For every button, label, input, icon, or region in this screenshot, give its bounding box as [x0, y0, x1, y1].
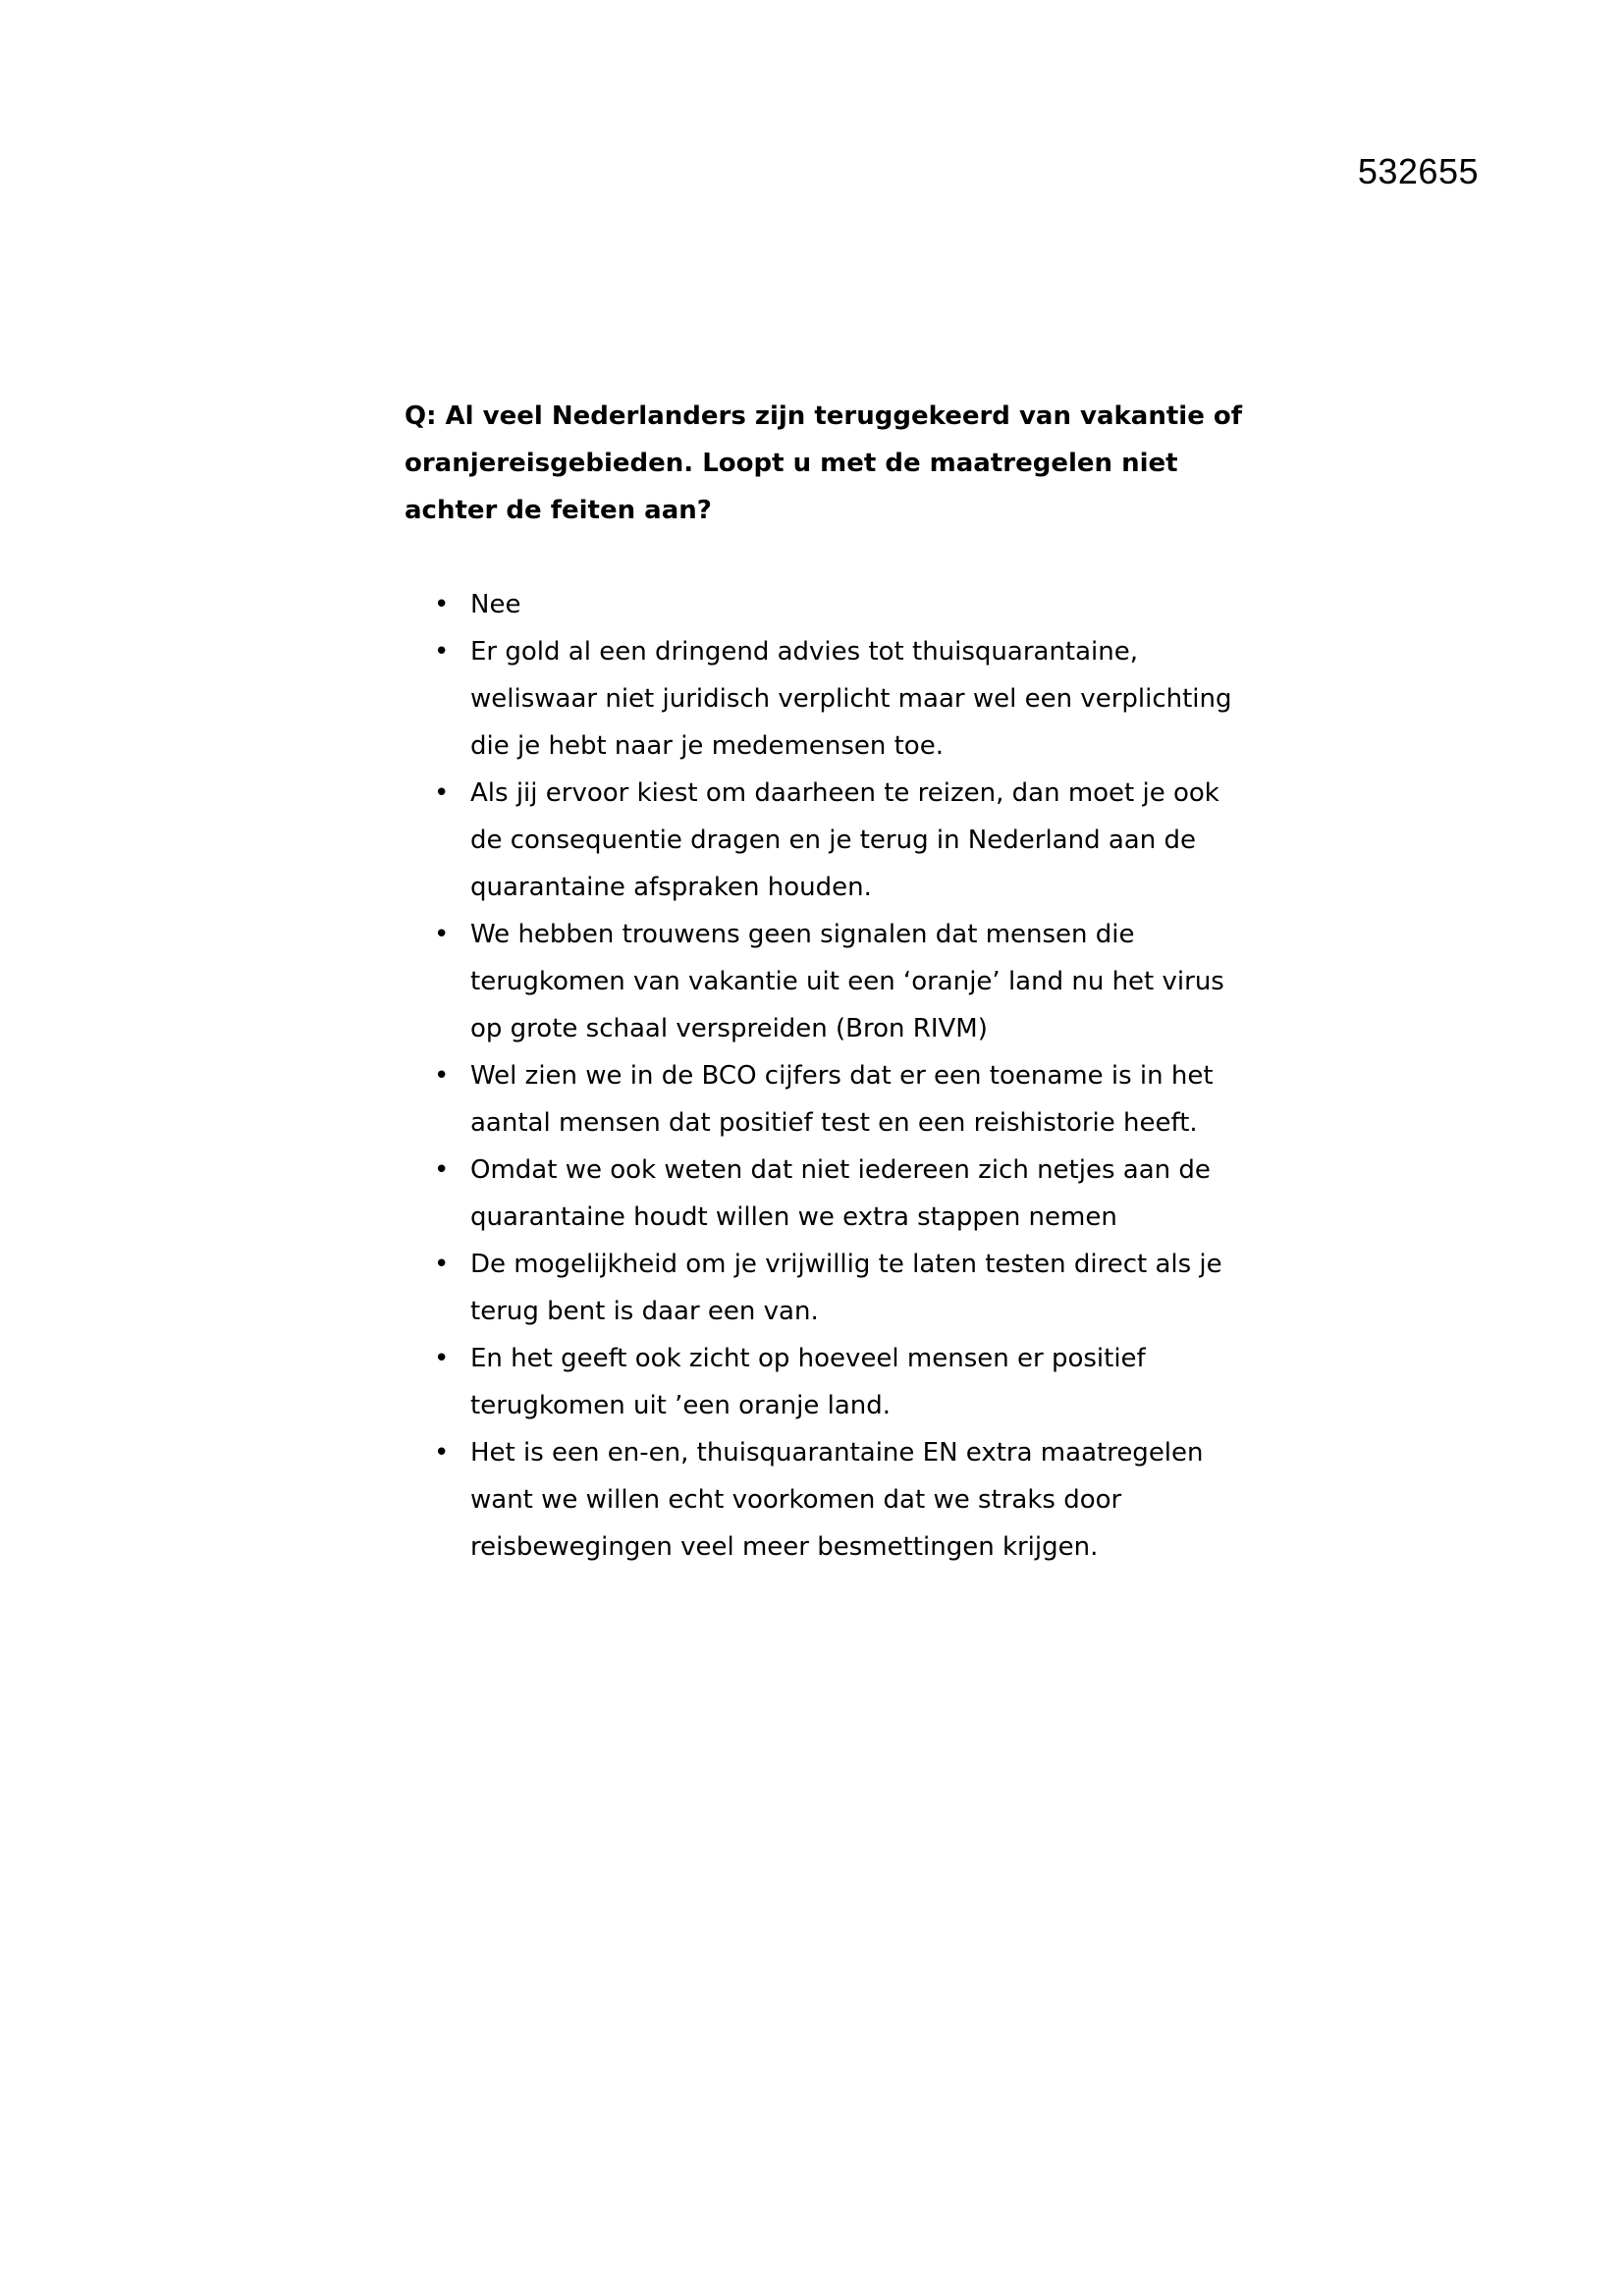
bullet-icon: • [434, 1344, 450, 1373]
bullet-icon: • [434, 1061, 450, 1091]
question-heading: Q: Al veel Nederlanders zijn teruggekeerd van vakantie of oranjereisgebieden. Loopt u met de maatregelen niet achter de feiten aan? [405, 401, 1243, 525]
list-item [405, 911, 1249, 1052]
list-item-text: Wel zien we in de BCO cijfers dat er een toename is in het aantal mensen dat positief test en een reishistorie heeft. [470, 1061, 1214, 1138]
list-item [405, 1241, 1249, 1335]
list-item-text: Het is een en-en, thuisquarantaine EN extra maatregelen want we willen echt voorkomen dat we straks door reisbewegingen veel meer besmettingen krijgen. [470, 1438, 1204, 1562]
document-body [405, 393, 1249, 1571]
list-item-text: Er gold al een dringend advies tot thuisquarantaine, weliswaar niet juridisch verplicht maar wel een verplichting die je hebt naar je medemensen toe. [470, 637, 1232, 761]
list-item [405, 770, 1249, 911]
bullet-icon: • [434, 1250, 450, 1279]
list-item [405, 1052, 1249, 1147]
list-item-text: Nee [470, 590, 521, 619]
bullet-icon: • [434, 637, 450, 667]
list-item-text: Als jij ervoor kiest om daarheen te reizen, dan moet je ook de consequentie dragen en je terug in Nederland aan de quarantaine afspraken houden. [470, 778, 1219, 902]
document-number: 532655 [1357, 151, 1479, 191]
list-item [405, 1147, 1249, 1241]
answer-list [405, 581, 1249, 1571]
list-item-text: En het geeft ook zicht op hoeveel mensen er positief terugkomen uit ’een oranje land. [470, 1344, 1146, 1420]
bullet-icon: • [434, 778, 450, 808]
bullet-icon: • [434, 920, 450, 949]
list-item-text: We hebben trouwens geen signalen dat mensen die terugkomen van vakantie uit een ‘oranje’ land nu het virus op grote schaal verspreiden (Bron RIVM) [470, 920, 1224, 1043]
bullet-icon: • [434, 1155, 450, 1185]
list-item [405, 1429, 1249, 1571]
list-item-text: Omdat we ook weten dat niet iedereen zich netjes aan de quarantaine houdt willen we extra stappen nemen [470, 1155, 1211, 1232]
bullet-icon: • [434, 590, 450, 619]
list-item-text: De mogelijkheid om je vrijwillig te laten testen direct als je terug bent is daar een van. [470, 1250, 1222, 1326]
list-item [405, 1335, 1249, 1429]
list-item [405, 628, 1249, 770]
bullet-icon: • [434, 1438, 450, 1468]
list-item [405, 581, 1249, 628]
